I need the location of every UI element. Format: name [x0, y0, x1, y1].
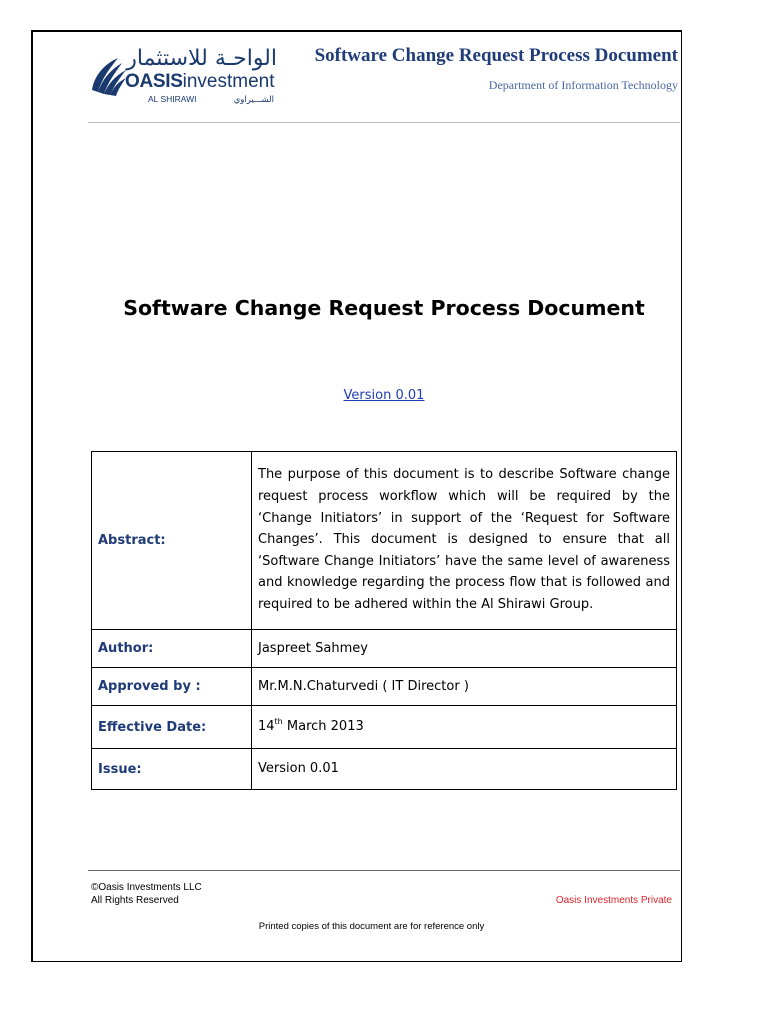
footer-copyright: ©Oasis Investments LLC	[91, 882, 202, 893]
table-row-abstract	[92, 452, 677, 630]
issue-value: Version 0.01	[252, 749, 677, 790]
abstract-label: Abstract:	[92, 452, 252, 630]
footer-classification: Oasis Investments Private	[555, 895, 672, 906]
logo-subline	[148, 94, 274, 105]
version-link[interactable]: Version 0.01	[343, 388, 425, 403]
logo-sub-right: الشـــيراوي	[233, 94, 274, 104]
header-divider	[88, 122, 680, 123]
header-title: Software Change Request Process Document	[314, 45, 678, 66]
footer-copyright-block	[91, 882, 202, 907]
header-department: Department of Information Technology	[488, 78, 678, 92]
issue-label: Issue:	[92, 749, 252, 790]
logo-arabic-name: الواحـة للاستثمار	[126, 46, 277, 71]
logo-wordmark	[125, 72, 275, 92]
effective-date-suffix: th	[274, 717, 283, 727]
table-row-issue	[92, 749, 677, 790]
logo-brand-bold: OASIS	[125, 71, 183, 92]
table-row-approved	[92, 668, 677, 706]
document-title: Software Change Request Process Document	[123, 296, 645, 320]
effective-date-rest: March 2013	[282, 719, 364, 735]
effective-date-value	[252, 706, 677, 749]
author-value: Jaspreet Sahmey	[252, 630, 677, 668]
document-info-table	[91, 451, 677, 790]
logo-brand-light: investment	[182, 71, 275, 92]
table-row-effective-date	[92, 706, 677, 749]
author-label: Author:	[92, 630, 252, 668]
logo-sub-left: AL SHIRAWI	[148, 94, 197, 104]
effective-date-day: 14	[258, 719, 275, 735]
footer-print-note: Printed copies of this document are for reference only	[258, 921, 485, 932]
abstract-text: The purpose of this document is to describe Software change request process workflow which will be required by the ‘Change Initiators’ in support of the ‘Request for Software Changes’. This document is designed to ensure that all ‘Software Change Initiators’ have the same level of awareness and knowledge regarding the process flow that is followed and required to be adhered within the Al Shirawi Group.	[252, 452, 677, 630]
approved-by-value: Mr.M.N.Chaturvedi ( IT Director )	[252, 668, 677, 706]
version-link-container	[0, 388, 768, 403]
table-row-author	[92, 630, 677, 668]
footer-divider	[88, 870, 680, 871]
effective-date-label: Effective Date:	[92, 706, 252, 749]
approved-by-label: Approved by :	[92, 668, 252, 706]
footer-rights: All Rights Reserved	[91, 894, 179, 906]
